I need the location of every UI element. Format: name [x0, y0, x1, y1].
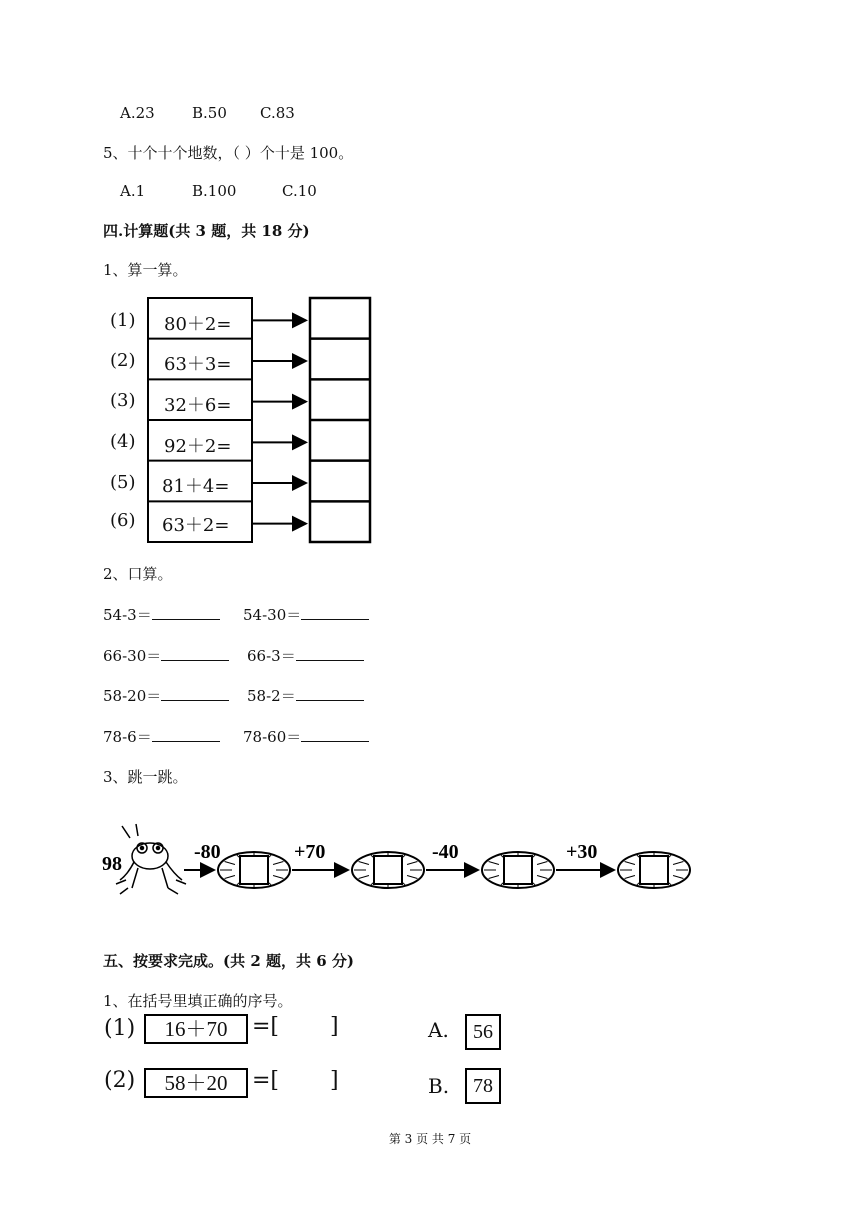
- oral-item: 78-6＝: [103, 726, 220, 747]
- option-label: A.: [428, 1018, 449, 1042]
- answer-blank[interactable]: [301, 727, 369, 742]
- jump-op-1: -80: [194, 841, 221, 863]
- jump-op-4: +30: [566, 841, 598, 863]
- oral-item: 78-60＝: [243, 726, 369, 747]
- q5-option-c: C.10: [282, 182, 317, 200]
- s5-q1-title: 1、在括号里填正确的序号。: [103, 992, 293, 1010]
- row-expression: 32＋6=: [164, 395, 232, 416]
- row-label: (3): [110, 390, 136, 411]
- s4-q2-title: 2、口算。: [103, 565, 173, 583]
- row-expression: 81＋4=: [162, 476, 230, 497]
- q4-option-c: C.83: [260, 104, 295, 122]
- frog-icon: [116, 824, 186, 894]
- match-bracket-open: =[: [252, 1068, 280, 1093]
- answer-blank[interactable]: [161, 686, 229, 701]
- match-label: (2): [104, 1068, 136, 1093]
- row-label: (2): [110, 350, 136, 371]
- q5-stem: 5、十个十个地数，（ ）个十是 100。: [103, 144, 354, 162]
- s4-q3-title: 3、跳一跳。: [103, 768, 188, 786]
- row-label: (5): [110, 472, 136, 493]
- answer-box[interactable]: [374, 856, 402, 884]
- jump-op-2: +70: [294, 841, 326, 863]
- row-label: (6): [110, 510, 136, 531]
- row-label: (1): [110, 310, 136, 331]
- match-bracket-close: ]: [330, 1068, 339, 1093]
- q5-option-b: B.100: [192, 182, 237, 200]
- answer-blank[interactable]: [301, 605, 369, 620]
- page-footer: 第 3 页 共 7 页: [388, 1132, 472, 1146]
- answer-blank[interactable]: [152, 605, 220, 620]
- row-label: (4): [110, 431, 136, 452]
- jump-op-3: -40: [432, 841, 459, 863]
- section5-title: 五、按要求完成。(共 2 题，共 6 分): [103, 952, 354, 970]
- row-expression: 80＋2=: [164, 314, 232, 335]
- match-expression: 58＋20: [144, 1068, 248, 1098]
- answer-box[interactable]: [240, 856, 268, 884]
- oral-item: 58-2＝: [247, 685, 364, 706]
- q5-option-a: A.1: [120, 182, 146, 200]
- q4-option-b: B.50: [192, 104, 227, 122]
- oral-item: 66-3＝: [247, 645, 364, 666]
- answer-box[interactable]: [504, 856, 532, 884]
- jump-diagram: [98, 818, 698, 902]
- row-expression: 63＋3=: [164, 354, 232, 375]
- oral-item: 66-30＝: [103, 645, 229, 666]
- option-value-box: 78: [465, 1068, 501, 1104]
- answer-blank[interactable]: [296, 646, 364, 661]
- answer-blank[interactable]: [161, 646, 229, 661]
- oral-item: 58-20＝: [103, 685, 229, 706]
- section4-title: 四.计算题(共 3 题，共 18 分): [103, 222, 310, 240]
- match-expression: 16＋70: [144, 1014, 248, 1044]
- match-label: (1): [104, 1016, 136, 1041]
- answer-blank[interactable]: [296, 686, 364, 701]
- option-label: B.: [428, 1074, 450, 1098]
- match-bracket-close: ]: [330, 1014, 339, 1039]
- row-expression: 92＋2=: [164, 436, 232, 457]
- start-number: 98: [102, 853, 122, 875]
- answer-blank[interactable]: [152, 727, 220, 742]
- option-value-box: 56: [465, 1014, 501, 1050]
- oral-item: 54-3＝: [103, 604, 220, 625]
- calc-table: [100, 294, 380, 546]
- q4-option-a: A.23: [120, 104, 155, 122]
- row-expression: 63＋2=: [162, 515, 230, 536]
- answer-box[interactable]: [640, 856, 668, 884]
- s4-q1-title: 1、算一算。: [103, 261, 188, 279]
- match-bracket-open: =[: [252, 1014, 280, 1039]
- oral-item: 54-30＝: [243, 604, 369, 625]
